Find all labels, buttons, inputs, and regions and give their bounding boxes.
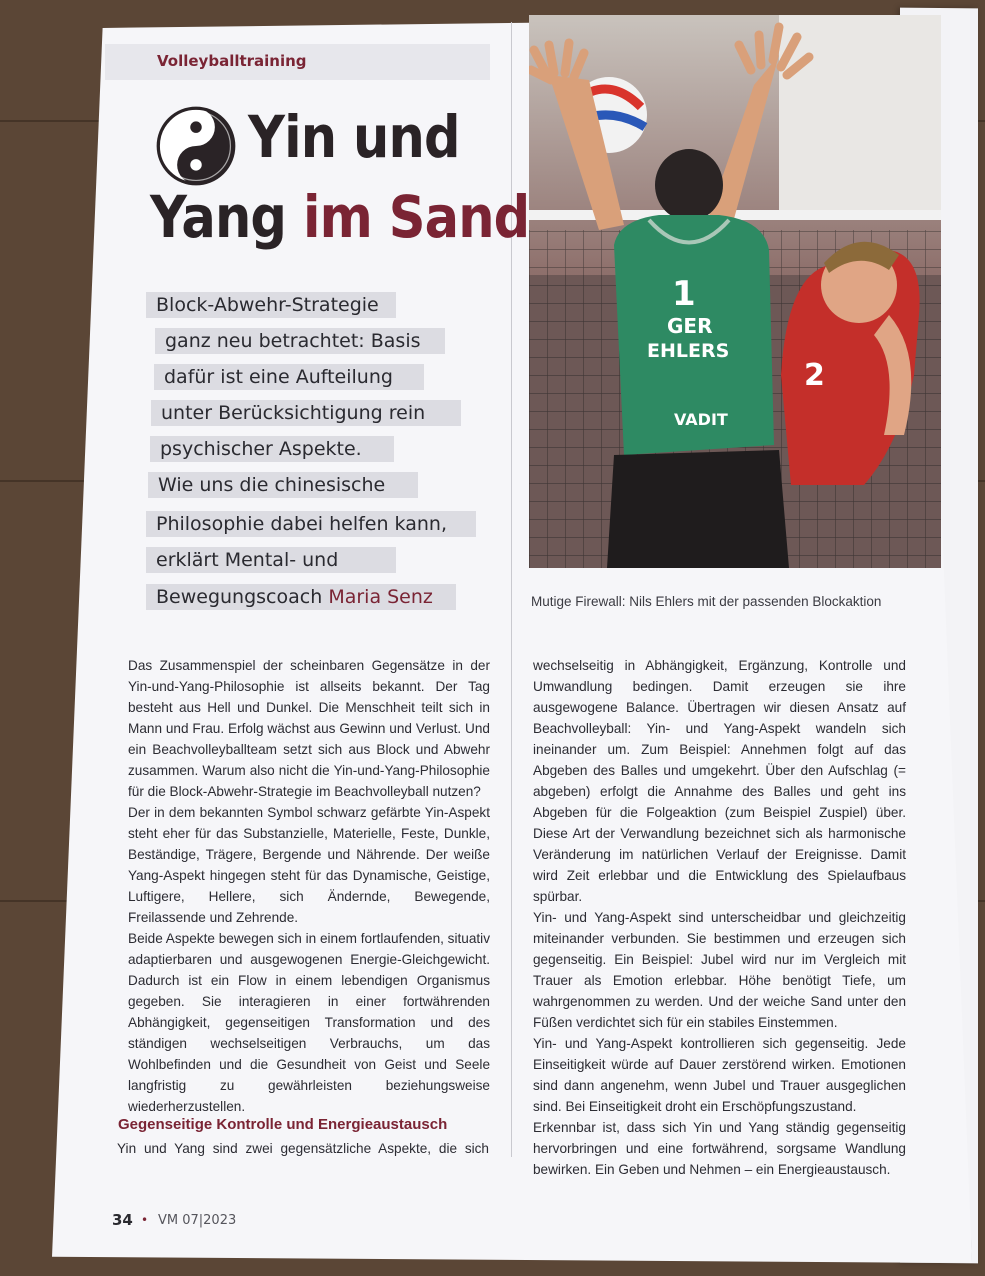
page-number: 34 — [112, 1211, 133, 1229]
body-left-last-line: Yin und Yang sind zwei gegensätzliche Aspekte, die sich — [117, 1141, 489, 1156]
intro-line-1: Block-Abwehr-Strategie — [146, 292, 396, 318]
body-column-left — [128, 655, 490, 1117]
intro-last-prefix: Bewegungscoach — [156, 586, 323, 608]
intro-line-7: Philosophie dabei helfen kann, — [146, 511, 476, 537]
opponent-number: 2 — [804, 358, 825, 393]
volleyball-block-photo — [529, 15, 941, 568]
article-photo — [529, 15, 941, 568]
body-paragraph: Das Zusammenspiel der scheinbaren Gegensätze in der Yin-und-Yang-Philosophie ist allseits bekannt. Der Tag besteht aus Hell und Dunkel. Die Menschheit teilt sich in Mann und Frau. Erfolg wächst aus Gewinn und Verlust. Und ein Beachvolleyballteam setzt sich aus Block und Abwehr zusammen. Warum also nicht die Yin-und-Yang-Philosophie für die Block-Abwehr-Strategie im Beachvolleyball nutzen? — [128, 658, 490, 799]
body-paragraph: Yin- und Yang-Aspekt kontrollieren sich gegenseitig. Jede Einseitigkeit würde auf Dauer zerstörend wirken. Emotionen sind dann angenehm, wenn Jubel und Trauer ausgeglichen sind. Bei Einseitigkeit droht ein Erschöpfungszustand. — [533, 1036, 906, 1114]
section-label: Volleyballtraining — [157, 52, 307, 70]
intro-line-9 — [146, 584, 456, 610]
title-line-1: Yin und — [248, 103, 460, 171]
jersey-country: GER — [667, 314, 713, 338]
body-paragraph: Beide Aspekte bewegen sich in einem fortlaufenden, situativ adaptierbaren und ausgewogenen Energie-Gleichgewicht. Dadurch ist ein Flow in einem lebendigen Organismus gegeben. Sie interagieren in einer fortwährenden Abhängigkeit, gegenseitigen Transformation und des ständigen wechselseitigen Verbrauchs, um das Wohlbefinden und die Gesundheit von Geist und Seele langfristig zu gewährleisten beziehungsweise wiederherzustellen. — [128, 931, 490, 1114]
footer-separator: • — [141, 1213, 149, 1227]
title-line-2 — [150, 183, 529, 251]
body-paragraph: wechselseitig in Abhängigkeit, Ergänzung, Kontrolle und Umwandlung bedingen. Damit erzeugen sie ihre ausgewogene Balance. Übertragen wir diesen Ansatz auf Beachvolleyball: Yin- und Yang-Aspekt wandeln sich ineinander um. Zum Beispiel: Annehmen folgt auf das Abgeben des Balles und umgekehrt. Über den Aufschlag (= abgeben) erfolgt die Annahme des Balles und geht ins Abgeben für die Folgeaktion (zum Beispiel Zuspiel) über. Diese Art der Verwandlung bezeichnet sich als harmonische Veränderung im natürlichen Verlauf der Ereignisse. Damit wird Zeit erlebbar und die Entwicklung des Spielaufbaus spürbar. — [533, 658, 906, 904]
jersey-sponsor: VADIT — [674, 410, 728, 429]
body-column-right — [533, 655, 906, 1180]
title-yang: Yang — [150, 183, 287, 251]
title-im-sand: im Sand — [302, 183, 530, 251]
intro-line-5: psychischer Aspekte. — [150, 436, 394, 462]
intro-line-2: ganz neu betrachtet: Basis — [155, 328, 445, 354]
intro-line-6: Wie uns die chinesische — [148, 472, 418, 498]
intro-line-3: dafür ist eine Aufteilung — [154, 364, 424, 390]
body-paragraph: Yin- und Yang-Aspekt sind unterscheidbar und gleichzeitig miteinander verbunden. Sie bestimmen und erzeugen sich gegenseitig. Ein Beispiel: Jubel wird nur im Vergleich mit Trauer als Emotion erlebbar. Höhe benötigt Tiefe, um wahrgenommen zu werden. Und der weiche Sand unter den Füßen verdichtet sich für ein stabiles Einstemmen. — [533, 910, 906, 1030]
body-paragraph: Der in dem bekannten Symbol schwarz gefärbte Yin-Aspekt steht eher für das Substanzielle, Materielle, Feste, Dunkle, Beständige, Trägere, Bergende und Nährende. Der weiße Yang-Aspekt hingegen steht für das Dynamische, Geistige, Luftigere, Hellere, sich Ändernde, Bewegende, Freilassende und Zehrende. — [128, 805, 490, 925]
body-paragraph: Erkennbar ist, dass sich Yin und Yang ständig gegenseitig hervorbringen und eine fortwährend, sorgsame Wandlung bewirken. Ein Geben und Nehmen – ein Energieaustausch. — [533, 1120, 906, 1177]
magazine-issue: VM 07|2023 — [158, 1213, 237, 1228]
jersey-number: 1 — [672, 274, 696, 314]
subheading: Gegenseitige Kontrolle und Energieaustausch — [118, 1116, 448, 1133]
intro-line-4: unter Berücksichtigung rein — [151, 400, 461, 426]
yin-yang-icon — [155, 105, 237, 187]
author-name: Maria Senz — [328, 586, 433, 608]
intro-line-8: erklärt Mental- und — [146, 547, 396, 573]
jersey-name: EHLERS — [647, 340, 730, 362]
photo-caption: Mutige Firewall: Nils Ehlers mit der passenden Blockaktion — [531, 594, 882, 609]
